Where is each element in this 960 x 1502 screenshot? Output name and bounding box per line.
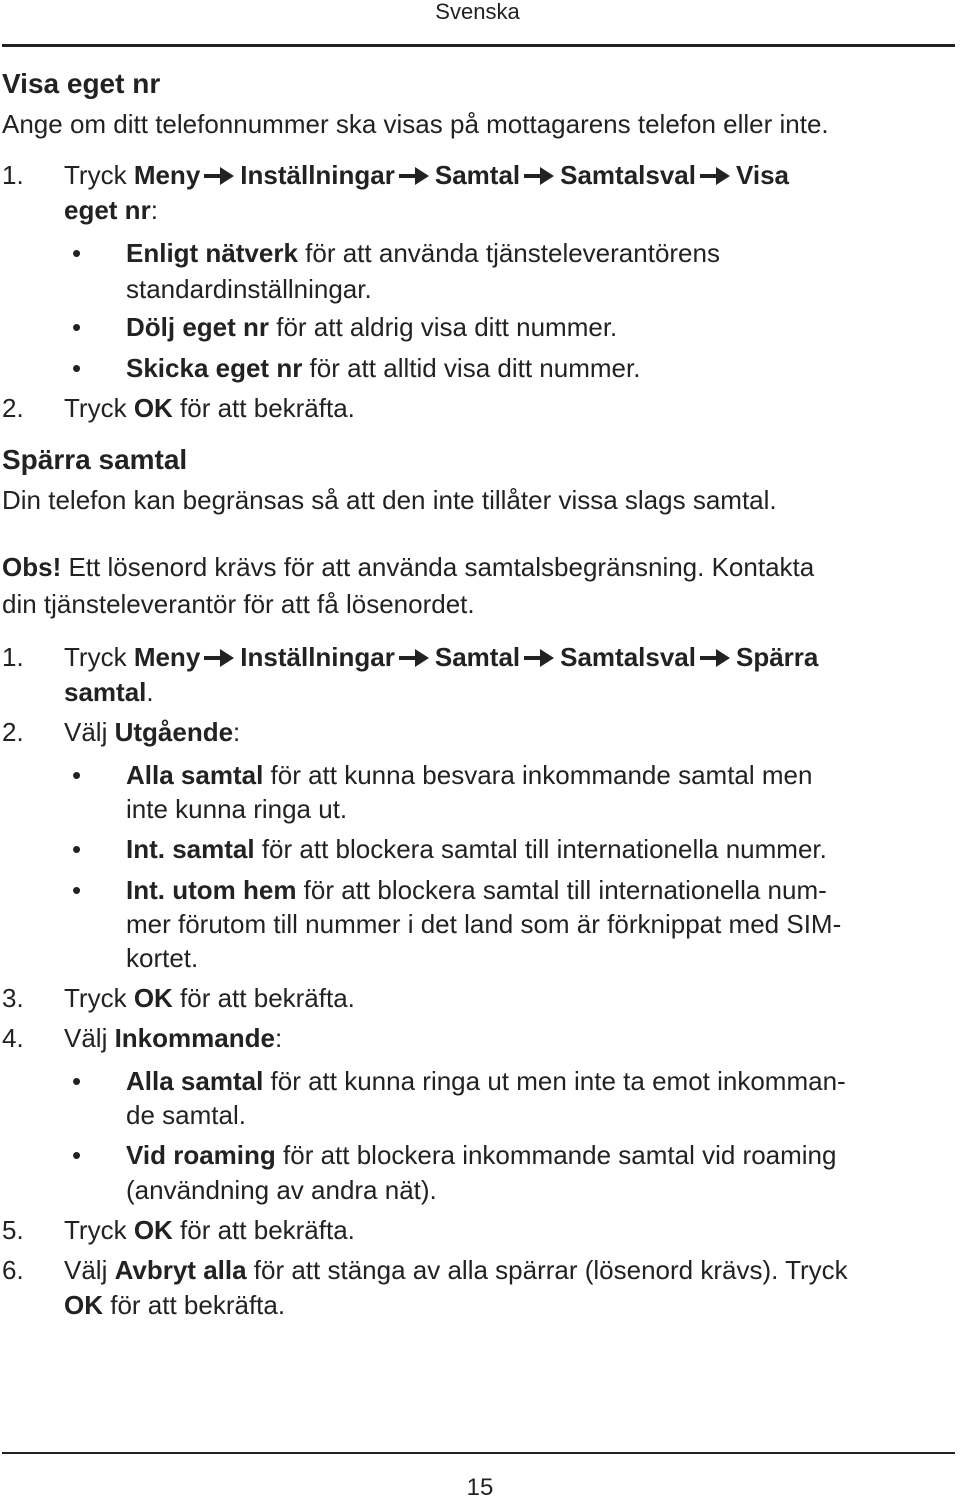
step-number: 6. — [2, 1255, 24, 1285]
bullet: • — [72, 834, 82, 864]
option-item: Enligt nätverk för att använda tjänsteleverantörens — [126, 238, 720, 268]
step-text: Välj Avbryt alla för att stänga av alla spärrar (lösenord krävs). Tryck — [64, 1255, 848, 1285]
footer-rule — [2, 1452, 955, 1454]
menu-path-continuation: eget nr: — [64, 195, 158, 225]
bullet: • — [72, 875, 82, 905]
option-item: Alla samtal för att kunna ringa ut men inte ta emot inkomman- — [126, 1066, 846, 1096]
bullet: • — [72, 353, 82, 383]
bullet: • — [72, 1066, 82, 1096]
step-number: 2. — [2, 717, 24, 747]
option-item: Vid roaming för att blockera inkommande samtal vid roaming — [126, 1140, 837, 1170]
step-number: 3. — [2, 983, 24, 1013]
arrow-right-icon — [204, 165, 234, 187]
step-text: Tryck OK för att bekräfta. — [64, 1215, 355, 1245]
step-text-cont: OK för att bekräfta. — [64, 1290, 286, 1320]
option-item-cont: (användning av andra nät). — [126, 1175, 437, 1205]
step-number: 1. — [2, 642, 24, 672]
header-rule — [2, 44, 955, 47]
step-number: 2. — [2, 393, 24, 423]
step-number: 4. — [2, 1023, 24, 1053]
section-title-sparra-samtal: Spärra samtal — [2, 444, 188, 475]
bullet: • — [72, 238, 82, 268]
option-item-cont: de samtal. — [126, 1100, 246, 1130]
step-number: 5. — [2, 1215, 24, 1245]
step-number: 1. — [2, 160, 24, 190]
option-item-cont: mer förutom till nummer i det land som är förknippat med SIM- — [126, 909, 842, 939]
arrow-right-icon — [524, 165, 554, 187]
step-text: Tryck OK för att bekräfta. — [64, 983, 355, 1013]
step-text: Välj Utgående: — [64, 717, 241, 747]
arrow-right-icon — [700, 647, 730, 669]
option-item-cont: kortet. — [126, 943, 199, 973]
section-title-visa-eget-nr: Visa eget nr — [2, 68, 161, 99]
arrow-right-icon — [399, 165, 429, 187]
step-text: Tryck OK för att bekräfta. — [64, 393, 355, 423]
arrow-right-icon — [524, 647, 554, 669]
option-item: Alla samtal för att kunna besvara inkommande samtal men — [126, 760, 813, 790]
step-text: Välj Inkommande: — [64, 1023, 283, 1053]
menu-path-step: Tryck Meny Inställningar Samtal Samtalsval Visa — [64, 160, 790, 190]
arrow-right-icon — [700, 165, 730, 187]
arrow-right-icon — [204, 647, 234, 669]
note-cont: din tjänsteleverantör för att få lösenordet. — [2, 589, 475, 619]
option-item: Skicka eget nr för att alltid visa ditt nummer. — [126, 353, 641, 383]
section-intro: Ange om ditt telefonnummer ska visas på mottagarens telefon eller inte. — [2, 109, 829, 139]
option-item: Int. samtal för att blockera samtal till internationella nummer. — [126, 834, 827, 864]
bullet: • — [72, 312, 82, 342]
option-item-cont: inte kunna ringa ut. — [126, 794, 348, 824]
arrow-right-icon — [399, 647, 429, 669]
page-header-language: Svenska — [435, 0, 520, 24]
option-item: Int. utom hem för att blockera samtal till internationella num- — [126, 875, 827, 905]
bullet: • — [72, 760, 82, 790]
section-intro: Din telefon kan begränsas så att den inte tillåter vissa slags samtal. — [2, 485, 777, 515]
option-item: Dölj eget nr för att aldrig visa ditt nummer. — [126, 312, 618, 342]
menu-path-continuation: samtal. — [64, 677, 154, 707]
note: Obs! Ett lösenord krävs för att använda samtalsbegränsning. Kontakta — [2, 552, 815, 582]
page-number: 15 — [466, 1474, 494, 1501]
menu-path-step: Tryck Meny Inställningar Samtal Samtalsval Spärra — [64, 642, 819, 672]
bullet: • — [72, 1140, 82, 1170]
option-item-cont: standardinställningar. — [126, 274, 372, 304]
